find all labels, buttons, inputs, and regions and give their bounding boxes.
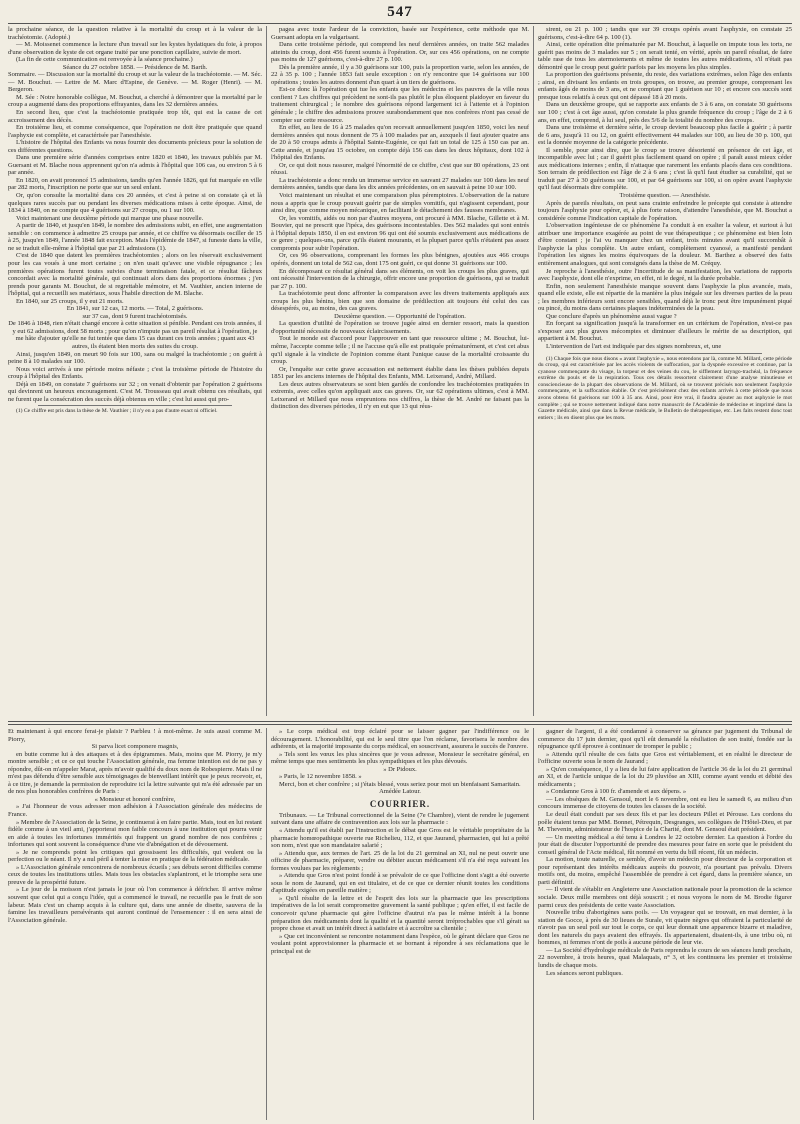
paragraph: La trachéotomie peut donc affronter la comparaison avec les divers traitements appliqués aux croups les plus bénins, bien que son domaine de prédilection ait toujours été celui des cas désespérés, ou, au moins, des cas graves. [271, 290, 529, 313]
paragraph: COURRIER. [369, 798, 431, 809]
paragraph: » Qu'en conséquence, il y a lieu de lui faire application de l'article 36 de la loi du 21 germinal an XI, et de l'article unique de la loi du 29 pluviôse an XIII, comme ayant vendu et débité des médicaments ; [538, 765, 792, 788]
paragraph: Les séances seront publiques. [546, 969, 623, 977]
paragraph: En forçant sa signification jusqu'à la transformer en un critérium de l'opération, n'est-ce pas s'exposer aux plus graves mécomptes et diminuer d'ailleurs le mérite de sa description, qui appartient à M. Bouchut. [538, 320, 792, 343]
page-number: 547 [387, 4, 413, 20]
paragraph: Or, l'enquête sur cette grave accusation est nettement établie dans les thèses publiées depuis 1851 par les anciens internes de l'hôpital des Enfants, MM. Leixerand, André, Millard. [271, 365, 529, 381]
paragraph: Or, ce qui doit nous rassurer, malgré l'énormité de ce chiffre, c'est que sur 80 opérations, 23 ont réussi. [271, 161, 529, 177]
paragraph: Sommaire. — Discussion sur la mortalité du croup et sur la valeur de la trachéotomie. — M. Séc. — M. Bouchut. — Lettre de M. Marc d'Espine, de Genève. — M. Roger (Henri). — M. Bergeron. [8, 71, 262, 94]
paragraph: La motion, toute naturelle, ce semble, d'avoir un médecin pour directeur de la corporation et pour représentant des intérêts médicaux auprès du pouvoir, n'a pourtant pas prévalu. Divers motifs ont, du moins, empêché l'assemblée de prendre à cet égard, dans la première séance, un parti définitif. [538, 856, 792, 886]
paragraph: Est-ce donc là l'opération qui tue les enfants que les médecins et les pauvres de la ville nous confient ? Les chiffres qui précèdent ne sont-ils pas plutôt le plus éloquent plaidoyer en faveur du traitement chirurgical ; le nombre des guérisons répond largement ici à l'attente et à l'opinion générale ; le chiffre des admissions prouve surabondamment que nos confrères n'ont pas cessé de compter sur cette ressource. [271, 86, 529, 124]
paragraph: L'histoire de l'hôpital des Enfants va nous fournir des documents précieux pour la solution de ces différentes questions. [8, 139, 262, 154]
paragraph: C'est de 1840 que datent les premières trachéotomies ; alors on les réservait exclusivement pour les cas voués à une mort certaine ; on n'en usait qu'avec une visible répugnance ; les premières opérations furent toutes suivies d'une terminaison fatale, et ce résultat fâcheux concordait avec la mortalité générale, qui continuait alors dans des proportions énormes ; j'en prends pour garants M. Bouchut, de si regrettable mémoire, et M. Vauthier, ancien interne de l'hôpital, qui a recueilli ses matériaux, sous l'habile direction de M. Blache. [8, 252, 262, 298]
paragraph: — M. Moissenet commence la lecture d'un travail sur les kystes hydatiques du foie, à propos d'une observation de kyste de cet organe traité par une ponction capillaire, suivie de mort. [8, 41, 262, 56]
section-rule [8, 724, 792, 725]
paragraph: Deuxième question. — Opportunité de l'opération. [334, 312, 466, 320]
paragraph: Dans une première série d'années comprises entre 1820 et 1840, les travaux publiés par M. Guersant et M. Blache nous apprennent qu'on n'a admis à l'hôpital que 106 cas, ou environ 5 à 6 par année. [8, 154, 262, 177]
paragraph: « Monsieur et honoré confrère, [94, 795, 176, 803]
bottom-col3-body [538, 728, 792, 977]
paragraph: Or, qu'on consulte la mortalité dans ces 20 années, et c'est à peine si on constate çà et là quelques rares succès par ou pendant les diverses médications mises à cette époque. Ainsi, de 1834 à 1840, on ne compte que 4 guérisons sur 27 croups, ou 1 sur 100. [8, 192, 262, 215]
paragraph: La proportion des guérisons présente, du reste, des variations extrêmes, selon l'âge des enfants ; ainsi, en divisant les enfants en trois groupes, on trouve, au premier groupe, comprenant les enfants âgés de moins de 3 ans, et ne comptant que 1 guérison sur 10 ; et encore ces succès sont presque tous relatifs à ceux qui ont dépassé 18 à 20 mois. [538, 71, 792, 101]
paragraph: En second lieu, que c'est la trachéotomie pratiquée trop tôt, qui est la cause de cet accroissement des décès. [8, 109, 262, 124]
top-column-1 [8, 26, 262, 716]
paragraph: « Attendu qu'il est établi par l'instruction et le débat que Gros est le véritable propriétaire de la pharmacie homœopathique ouverte rue Richelieu, 112, et que Jaurand, pharmacien, qui lui a prêté son nom, n'est que son mandataire salarié ; [271, 827, 529, 850]
column-separator [533, 26, 534, 716]
paragraph: » Je ne comprends point les critiques qui grossissent les difficultés, qui veulent ou la perfection ou le néant. Il n'y a nul péril à tenter la mise en pratique de la fédération médicale. [8, 848, 262, 864]
paragraph: pagea avec toute l'ardeur de la conviction, basée sur l'expérience, cette méthode que M. Guersant adopta en la vulgarisant. [271, 26, 529, 41]
paragraph: Or, les vomitifs, aidés ou non par d'autres moyens, ont procuré à MM. Blache, Gillette et à M. Bouvier, qui ne prescrit que l'ipéca, des guérisons incontestables. Des 562 malades qui sont entrés à l'hôpital depuis 1850, il en est environ 96 qui ont été soumis exclusivement aux médications de ce genre ; quelques-uns, parce qu'ils étaient mourants, et la plupart parce qu'ils n'étaient pas assez compromis pour subir l'opération. [271, 214, 529, 252]
paragraph: Nouvelle tribu d'aborigènes sans poils. — Un voyageur qui se trouvait, en mai dernier, à la station de Gocce, à près de 30 lieues de Surale, vit quatre nègres qui offraient la particularité de n'avoir pas un seul poil sur tout le corps, ce qui leur donnait une apparence bizarre et maladive, dont les naturels du pays avaient des effrayés. Ils appartenaient, disaient-ils, à une tribu où, ni hommes, ni femmes n'ont de poils à aucune période de leur vie. [538, 909, 792, 947]
paragraph: » Condamne Gros à 100 fr. d'amende et aux dépens. » [546, 788, 687, 796]
paragraph: Et maintenant à qui encore ferai-je plaisir ? Parbleu ! à moi-même. Je suis aussi comme M. Piorry, [8, 728, 262, 743]
paragraph: Le deuil était conduit par ses deux fils et par les docteurs Pillet et Pérouse. Les cordons du poêle étaient tenus par MM. Bonnet, Pétrequin, Desgranges, ses collègues de l'Hôtel-Dieu, et par M. Thevenin, administrateur de l'hospice de la Charité, dont M. Gensoul était président. [538, 811, 792, 834]
bottom-column-3 [538, 728, 792, 1120]
paragraph: sirent, ou 21 p. 100 ; tandis que sur 39 croups opérés avant l'asphyxie, on constate 25 guérisons, c'est-à-dire 64 p. 100 (1). [538, 26, 792, 41]
paragraph: Nous voici arrivés à une période moins néfaste ; c'est la troisième période de l'histoire du croup à l'hôpital des Enfants. [8, 365, 262, 381]
paragraph: sur 37 cas, dont 9 furent trachéotomisés. [82, 312, 188, 320]
paragraph: Si parva licet componere magnis, [91, 743, 179, 751]
paragraph: De 1846 à 1848, rien n'était changé encore à cette situation si pénible. Pendant ces trois années, il y eut 62 admissions, dont 58 morts ; pour qu'on n'impute pas un pareil résultat à l'opération, je me hâte d'ajouter qu'elle ne fut tentée que dans 15 cas durant ces trois années ; quant aux 43 autres, ils étaient bien morts des suites du croup. [8, 320, 262, 350]
paragraph: Je reproche à l'anesthésie, outre l'incertitude de sa manifestation, les variations de rapports avec l'asphyxie, dont elle n'exprime, en effet, ni le degré, ni la durée probable. [538, 267, 792, 283]
paragraph: Or, ces 96 observations, comprenant les formes les plus bénignes, ajoutées aux 466 croups opérés, donnent un total de 562 cas, dont 175 ont guéri, ce qui donne 31 guérisons sur 100. [271, 252, 529, 267]
paragraph: — La Société d'hydrologie médicale de Paris reprendra le cours de ses séances lundi prochain, 22 novembre, à trois heures, quai Malaquais, n° 3, et les continuera les premier et troisième lundis de chaque mois. [538, 946, 792, 969]
bottom-col1-body [8, 728, 262, 924]
paragraph: En 1841, sur 12 cas, 12 morts. — Total, 2 guérisons. [66, 305, 204, 313]
paragraph: Après de pareils résultats, on peut sans crainte enfreindre le précepte qui consiste à attendre toujours l'asphyxie pour opérer, et, à plus forte raison, d'attendre l'anesthésie, que M. Bouchut a considérée comme l'indication capitale de l'opération. [538, 199, 792, 222]
paragraph: Enfin, non seulement l'anesthésie manque souvent dans l'asphyxie la plus avancée, mais, quand elle existe, elle est répartie de la manière la plus inégale sur les diverses parties de la peau ; les membres inférieurs sont encore sensibles, quand déjà le tronc peut être impunément piqué ou pincé, du moins dans certaines plaques indéterminées de la peau. [538, 282, 792, 313]
paragraph: Dans cette troisième période, qui comprend les neuf dernières années, on traite 562 malades atteints du croup, dont 456 furent soumis à l'opération. Or, sur ces 456 opérations, on ne compte pas moins de 127 guérisons, c'est-à-dire 27 p. 100. [271, 41, 529, 64]
bottom-column-2 [271, 728, 529, 1120]
footnote-rule [38, 405, 232, 406]
column-separator [266, 26, 267, 716]
paragraph: » Membre de l'Association de la Seine, je continuerai à en faire partie. Mais, tout en lui restant fidèle comme à un vieil ami, j'apporterai mon faible concours à une institution qui pourra venir en aide à toutes les infortunes immérités qui frappent un grand nombre de nos confrères ; infortunes qui sont souvent la conséquence d'une vie d'abnégation et de dévouement. [8, 818, 262, 849]
paragraph: L'intervention de l'art est indiquée par des signes nombreux, et, une [546, 342, 722, 350]
column-separator [266, 728, 267, 1120]
paragraph: Ainsi, jusqu'en 1849, on meurt 90 fois sur 100, sans ou malgré la trachéotomie ; on guérit à peine 8 à 10 malades sur 100. [8, 350, 262, 366]
paragraph: En 1840, sur 25 croups, il y eut 21 morts. [16, 297, 124, 305]
paragraph: » Le corps médical est trop éclairé pour se laisser gagner par l'indifférence ou le découragement. L'honorabilité, qui est le seul titre que l'on réclame, favorisera le nombre des adhérents, et la majorité imposante du corps médical, en souscrivant, assurera le succès de l'œuvre. [271, 728, 529, 751]
paragraph: » Paris, le 12 novembre 1858. » [279, 773, 362, 781]
paragraph: » Le jour de la moisson n'est jamais le jour où l'on commence à défricher. Il arrive même souvent que celui qui a conçu l'idée, qui a commencé le travail, ne recueille pas le fruit de son labeur. Mais c'est un champ acquis à la culture qui, dans une année de disette, sauvera de la famine les travailleurs persévérants qui auront continué de l'ensemencer : il en sera ainsi de l'Association générale. [8, 886, 262, 924]
top-column-2 [271, 26, 529, 716]
top-col3-footnote: (1) Chaque fois que nous disons « avant l'asphyxie », nous entendons par là, comme M. Millard, cette période du croup, qui est caractérisée par les accès violents de suffocation, par la dyspnée excessive et continue, par la cyanose commençante du visage, la torpeur et des veines du cou, le sifflement laryngo-trachéal, la fréquence extrême du pouls et de la respiration. Tous ces détails ressortent clairement d'une analyse minutieuse et consciencieuse de la plupart des observations de M. Millard, où se trouvent précisés non seulement l'asphyxie commençante, et la suffocation établie. Or c'est précisément chez des enfants arrivés à cette période que nous avons obtenu 64 guérisons sur 100 à 35 ans. Ainsi, pour être vrai, il faudra ajouter au mot asphyxie le mot complète ; qui se trouve nettement indiqué dans notre manuscrit de l'Académie de médecine et imprimé dans la Gazette médicale, ainsi que dans la Revue médicale, le Bulletin de thérapeutique, etc. Les faits restent donc tout entiers ; ils en disent plus que les mots. [538, 355, 792, 421]
paragraph: A partir de 1840, et jusqu'en 1849, le nombre des admissions subit, en effet, une augmentation sensible : on commence à admettre 25 croups par année, et ce chiffre va désormais osciller de 15 à 25, jusqu'en 1849, l'année 1848 fait exception. Mais l'épidémie de 1847, si funeste dans la ville, ne se traduit elle-même à l'hôpital que par 21 admissions (1). [8, 222, 262, 252]
paragraph: » Attendu qu'il résulte de ces faits que Gros est véritablement, et en réalité le directeur de l'officine ouverte sous le nom de Jaurand ; [538, 750, 792, 766]
paragraph: (La fin de cette communication est renvoyée à la séance prochaine.) [16, 56, 193, 64]
paragraph: — Il vient de s'établir en Angleterre une Association nationale pour la promotion de la science sociale. Deux mille membres ont déjà souscrit ; et nous voyons le nom de M. Brodie figurer parmi ceux des présidents de cette vaste Association. [538, 886, 792, 909]
paragraph: Tribunaux. — Le Tribunal correctionnel de la Seine (7e Chambre), vient de rendre le jugement suivant dans une affaire de contravention aux lois sur la pharmacie : [271, 811, 529, 827]
paragraph: la prochaine séance, de la question relative à la mortalité du croup et à la valeur de la trachéotomie. (Adopté.) [8, 26, 262, 41]
column-separator [533, 728, 534, 1120]
paragraph: Troisième question. — Anesthésie. [619, 192, 711, 200]
paragraph: » Qu'il résulte de la lettre et de l'esprit des lois sur la pharmacie que les prescriptions impératives de la loi serait compromettre gravement la santé publique ; qu'en effet, il est facile de concevoir qu'une pharmacie qui gère l'officine d'autrui n'a pas le même intérêt à la bonne préparation des médicaments dont la qualité et la quantité seront irréprochables que s'il gérait sa propre chose et avait un intérêt direct à satisfaire et à accroître sa clientèle ; [271, 894, 529, 933]
paragraph: gagner de l'argent, il a été condamné à conserver sa gérance par jugement du Tribunal de commerce du 17 juin dernier, quoi qu'il eût demandé la résiliation de son traité, fondée sur la répugnance qu'il éprouve à continuer de tromper le public ; [538, 728, 792, 751]
paragraph: En 1820, on avait prononcé 15 admissions, tandis qu'en l'année 1826, qui fut marquée en ville par 282 morts, l'inscription ne porte que sur un seul enfant. [8, 176, 262, 192]
paragraph: Ainsi, cette opération dite prématurée par M. Bouchut, à laquelle on impute tous les torts, ne guérit pas moins de 3 malades sur 5 ; on serait tenté, en vérité, après un pareil résultat, de faire table rase de tous les atermoiements et même de toutes les autres médications, s'il n'était pas démontré que le croup peut guérir parfois par les moyens les plus simples. [538, 41, 792, 71]
paragraph: — Les obsèques de M. Gensoul, mort le 6 novembre, ont eu lieu le samedi 6, au milieu d'un concours immense de citoyens de toutes les classes de la société. [538, 795, 792, 811]
paragraph: » Attendu que, aux termes de l'art. 25 de la loi du 21 germinal an XI, nul ne peut ouvrir une officine de pharmacie, préparer, vendre ou débiter aucun médicament s'il n'a été reçu suivant les formes voulues par les règlements ; [271, 849, 529, 872]
paragraph: Il semble, pour ainsi dire, que le croup se trouve désorienté en présence de cet âge, et incompatible avec lui ; car il guérit plus facilement quand on opère ; il paraît aussi mieux céder aux médications internes ; enfin, il n'attaque que rarement les enfants placés dans ces conditions. Son terrain de prédilection est l'âge de 2 à 6 ans ; c'est là qu'il faut étudier sa curabilité, qui se traduit par 27 à 30 guérisons sur 100, et par 64 guérisons sur 100, si on opère avant l'asphyxie qu'il faut désormais dire complète. [538, 146, 792, 192]
paragraph: Les deux autres observateurs se sont bien gardés de confondre les trachéotomies pratiquées in extremis, avec celles qu'on appliquait aux cas graves. Or, sur 62 opérations ultimes, c'est à MM. Leixerand et Millard que nous empruntons nos chiffres, la thèse de M. André ne faisant pas la distinction des diverses périodes, il n'y en eut que 13 qui réus- [271, 380, 529, 411]
paragraph: Dans une troisième et dernière série, le croup devient beaucoup plus facile à guérir ; à partir de 6 ans, jusqu'à 11 ou 12, on guérit effectivement 44 malades sur 100, au lieu de 30 p. 100, qui est la donnée moyenne de la catégorie précédente. [538, 124, 792, 147]
top-col3-body [538, 26, 792, 351]
paragraph: L'observation ingénieuse de ce phénomène l'a conduit à en exalter la valeur, et surtout à lui attribuer une importance exagérée au point de vue thérapeutique ; ce phénomène est bien loin d'être constant ; je l'ai vu manquer chez un enfant, trois minutes avant qu'il succombât à l'asphyxie la plus complète. Un autre enfant, complètement cyanosé, a manifesté pendant l'opération les signes les moins équivoques de la douleur. M. Barthez a observé des faits entièrement analogues, qui sont consignés dans la thèse de M. Créquy. [538, 222, 792, 267]
paragraph: » J'ai l'honneur de vous adresser mon adhésion à l'Association générale des médecins de France. [8, 803, 262, 819]
paragraph: Amédée Latour. [379, 788, 421, 796]
paragraph: en butte comme lui à des attaques et à des épigrammes. Mais, moins que M. Piorry, je m'y montre sensible ; et ce ce qui touche l'Association générale, ma femme intention est de ne pas y répondre, dût-on m'appeler Marat, après m'avoir qualifié du doux nom de Robespierre. Mais il ne m'est pas défendu d'être sensible aux témoignages de bienveillant intérêt que je peux recevoir, et, à ce titre, je demande la permission de reproduire ici la lettre suivante qui m'a été adressée par un de nos plus honorables confrères de Paris : [8, 750, 262, 796]
paragraph: Voici maintenant une deuxième période qui marque une phase nouvelle. [16, 214, 204, 222]
paragraph: Séance du 27 octobre 1858. — Présidence de M. Barth. [62, 63, 208, 71]
bottom-column-1 [8, 728, 262, 1120]
paragraph: La question d'utilité de l'opération se trouve jugée ainsi en dernier ressort, mais la question d'opportunité nécessite de nouveaux éclaircissements. [271, 320, 529, 335]
paragraph: » Que cet inconvénient se rencontre notamment dans l'espèce, où le gérant déclare que Gros ne voulant point approvisionner la pharmacie et se bornant à répondre à ses réclamations que le principal est de [271, 932, 529, 955]
paragraph: En effet, au lieu de 16 à 25 malades qu'on recevait annuellement jusqu'en 1850, voici les neuf dernières années qui nous donnent de 75 à 100 malades par an, auxquels il faut ajouter quatre ans de 20 à 50 croups admis à l'hôpital Sainte-Eugénie, ce qui fait un total de 125 à 150 cas par an. Cette année, et jusqu'au 15 octobre, on compte déjà 156 cas dans les deux hôpitaux, dont 102 à l'hôpital des Enfants. [271, 124, 529, 162]
paragraph: Merci, bon et cher confrère ; si j'étais blessé, vous seriez pour moi un bienfaisant Samaritain. [279, 780, 521, 788]
paragraph: En troisième lieu, et comme conséquence, que l'opération ne doit être pratiquée que quand l'asphyxie est complète, et caractérisée par l'anesthésie. [8, 124, 262, 139]
paragraph: En décomposant ce résultat général dans ses éléments, on voit les croups les plus graves, qui ont nécessité l'intervention de la chirurgie, offrir encore une proportion de guérisons, qui se traduit par 27 p. 100. [271, 267, 529, 290]
paragraph: » L'Association générale rencontrera de nombreux écueils ; ses débuts seront difficiles comme ceux de toutes les institutions utiles. Mais tous les obstacles s'aplaniront, et le triomphe sera une preuve de la prospérité future. [8, 863, 262, 886]
paragraph: » Tels sont les vœux les plus sincères que je vous adresse, Monsieur le secrétaire général, en même temps que mes sentiments les plus sympathiques et les plus dévoués. [271, 750, 529, 766]
paragraph: Déjà en 1849, on constate 7 guérisons sur 32 ; on venait d'obtenir par l'opération 2 guérisons qui devinrent un heureux encouragement. C'est M. Trousseau qui avait obtenu ces résultats, qui ne furent que la consécration des succès déjà obtenus en ville ; c'est lui aussi qui pro- [8, 380, 262, 403]
paragraph: » Dr Pidoux. [383, 765, 417, 773]
paragraph: Dès la première année, il y a 30 guérisons sur 100, puis la proportion varie, selon les années, de 22 à 35 p. 100 ; l'année 1853 fait seule exception : on n'y rencontre que 14 guérisons sur 100 opérations ; toutes les autres donnent d'un quart à un tiers de guérisons. [271, 63, 529, 86]
paragraph: Que conclure d'après un phénomène aussi vague ? [546, 312, 677, 320]
paragraph: Tout le monde est d'accord pour l'approuver en tant que ressource ultime ; M. Bouchut, lui-même, l'accepte comme telle ; il ne l'accuse qu'à elle est pratiquée prématurément, et c'est cet abus qu'il signale à la vindicte de l'opinion comme étant l'unique cause de la mortalité croissante du croup. [271, 335, 529, 366]
paragraph: » Attendu que Gros n'est point fondé à se prévaloir de ce que l'officine dont s'agit a été ouverte sous le nom de Jaurand, qui en est titulaire, et de ce que ce dernier réunit toutes les conditions d'aptitude exigées en pareille matière ; [271, 872, 529, 895]
top-col1-footnote: (1) Ce chiffre est pris dans la thèse de M. Vauthier ; il n'y en a pas d'autre exact ni officiel. [16, 408, 218, 415]
paragraph: Dans un deuxième groupe, qui se rapporte aux enfants de 3 à 6 ans, on constate 30 guérisons sur 100 ; c'est à cet âge aussi, qu'on constate la plus grande fréquence du croup ; l'âge de 2 à 6 ans, en effet, comprend, à lui seul, près des 5/6 de la totalité du nombre des croups. [538, 101, 792, 124]
paragraph: M. Sée : Notre honorable collègue, M. Bouchut, a cherché à démontrer que la mortalité par le croup a augmenté dans des proportions effrayantes, dans les 32 dernières années. [8, 93, 262, 109]
footnote-rule [568, 353, 762, 354]
top-col1-body [8, 26, 262, 403]
section-rule [8, 721, 792, 722]
paragraph: — Un meeting médical a été tenu à Londres le 22 octobre dernier. La question à l'ordre du jour était de discuter l'opportunité de prendre des mesures pour faire en sorte que le président du conseil général de l'Acte médical, fût nommé en vertu du bill récent, fût un médecin. [538, 833, 792, 856]
paragraph: La trachéotomie a donc rendu un immense service en sauvant 27 malades sur 100 dans les neuf dernières années, tandis que dans les dix années précédentes, on en sauvait à peine 10 sur 100. [271, 176, 529, 192]
top-col2-body [271, 26, 529, 411]
paragraph: Voici maintenant un résultat et une comparaison plus péremptoires. L'observation de la nature nous a appris que le croup pouvait guérir par de simples vomitifs, qui n'agissent cependant, pour ainsi dire, que comme moyen mécanique, en facilitant le détachement des fausses membranes. [271, 192, 529, 215]
header-rule [8, 23, 792, 24]
top-column-3 [538, 26, 792, 716]
bottom-col2-body [271, 728, 529, 955]
